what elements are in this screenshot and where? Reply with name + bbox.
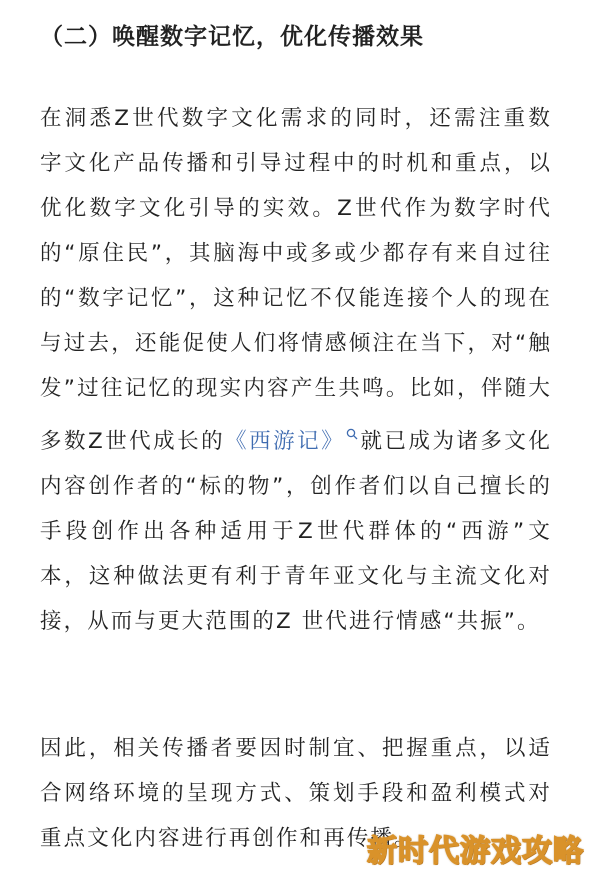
search-icon[interactable] [346, 411, 358, 423]
watermark: 新时代游戏攻略 [367, 834, 584, 869]
section-heading: （二）唤醒数字记忆，优化传播效果 [40, 24, 424, 50]
paragraph-1-text-after: 就已成为诸多文化内容创作者的“标的物”，创作者们以自己擅长的手段创作出各种适用于Z世代群体的“西游”文本，这种做法更有利于青年亚文化与主流文化对接，从而与更大范围的Z 世代进行情感“共振”。 [40, 429, 552, 635]
paragraph-2: 因此，相关传播者要因时制宜、把握重点，以适合网络环境的呈现方式、策划手段和盈利模式对重点文化内容进行再创作和再传播。 [40, 736, 552, 851]
xiyouji-link[interactable]: 《西游记》 [225, 429, 346, 455]
paragraph-1 [40, 96, 552, 644]
paragraph-1-text-before: 在洞悉Z世代数字文化需求的同时，还需注重数字文化产品传播和引导过程中的时机和重点，以优化数字文化引导的实效。Z世代作为数字时代的“原住民”，其脑海中或多或少都存有来自过往的“数字记忆”，这种记忆不仅能连接个人的现在与过去，还能促使人们将情感倾注在当下，对“触发”过往记忆的现实内容产生共鸣。比如，伴随大多数Z世代成长的 [40, 106, 552, 455]
